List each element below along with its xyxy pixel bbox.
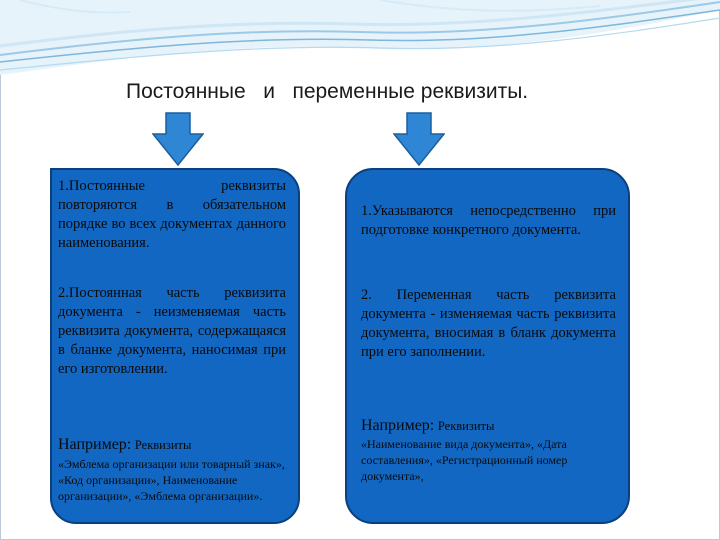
- constant-example-heading: [58, 435, 294, 455]
- variable-item-1: 1.Указываются непосредственно при подготовке конкретного документа.: [361, 203, 616, 238]
- constant-requisites-box: [50, 168, 300, 524]
- variable-example-body: «Наименование вида документа», «Дата составления», «Регистрационный номер документа»,: [361, 437, 568, 483]
- page-title: [126, 80, 646, 104]
- down-arrow-icon: [393, 112, 445, 166]
- wave-decoration: [0, 0, 720, 90]
- example-word: Реквизиты: [437, 419, 495, 433]
- title-conj: и: [263, 80, 275, 103]
- down-arrow-icon: [152, 112, 204, 166]
- title-left: Постоянные: [126, 80, 246, 103]
- variable-example-heading: [361, 416, 621, 436]
- example-word: Реквизиты: [134, 438, 192, 452]
- title-right: переменные реквизиты.: [292, 80, 529, 103]
- variable-requisites-box: [345, 168, 630, 524]
- constant-example-body: «Эмблема организации или товарный знак», «Код организации», Наименование организации», «Эмблема организации».: [58, 457, 285, 503]
- example-lead: Например:: [58, 436, 132, 453]
- variable-item-2: 2. Переменная часть реквизита документа - изменяемая часть реквизита документа, вносимая в бланк документа при его заполнении.: [361, 287, 616, 360]
- constant-item-1: 1.Постоянные реквизиты повторяются в обязательном порядке во всех документах данного наименования.: [58, 178, 286, 251]
- constant-item-2: 2.Постоянная часть реквизита документа - неизменяемая часть реквизита документа, содержащаяся в бланке документа, наносимая при его изготовлении.: [58, 285, 286, 377]
- example-lead: Например:: [361, 417, 435, 434]
